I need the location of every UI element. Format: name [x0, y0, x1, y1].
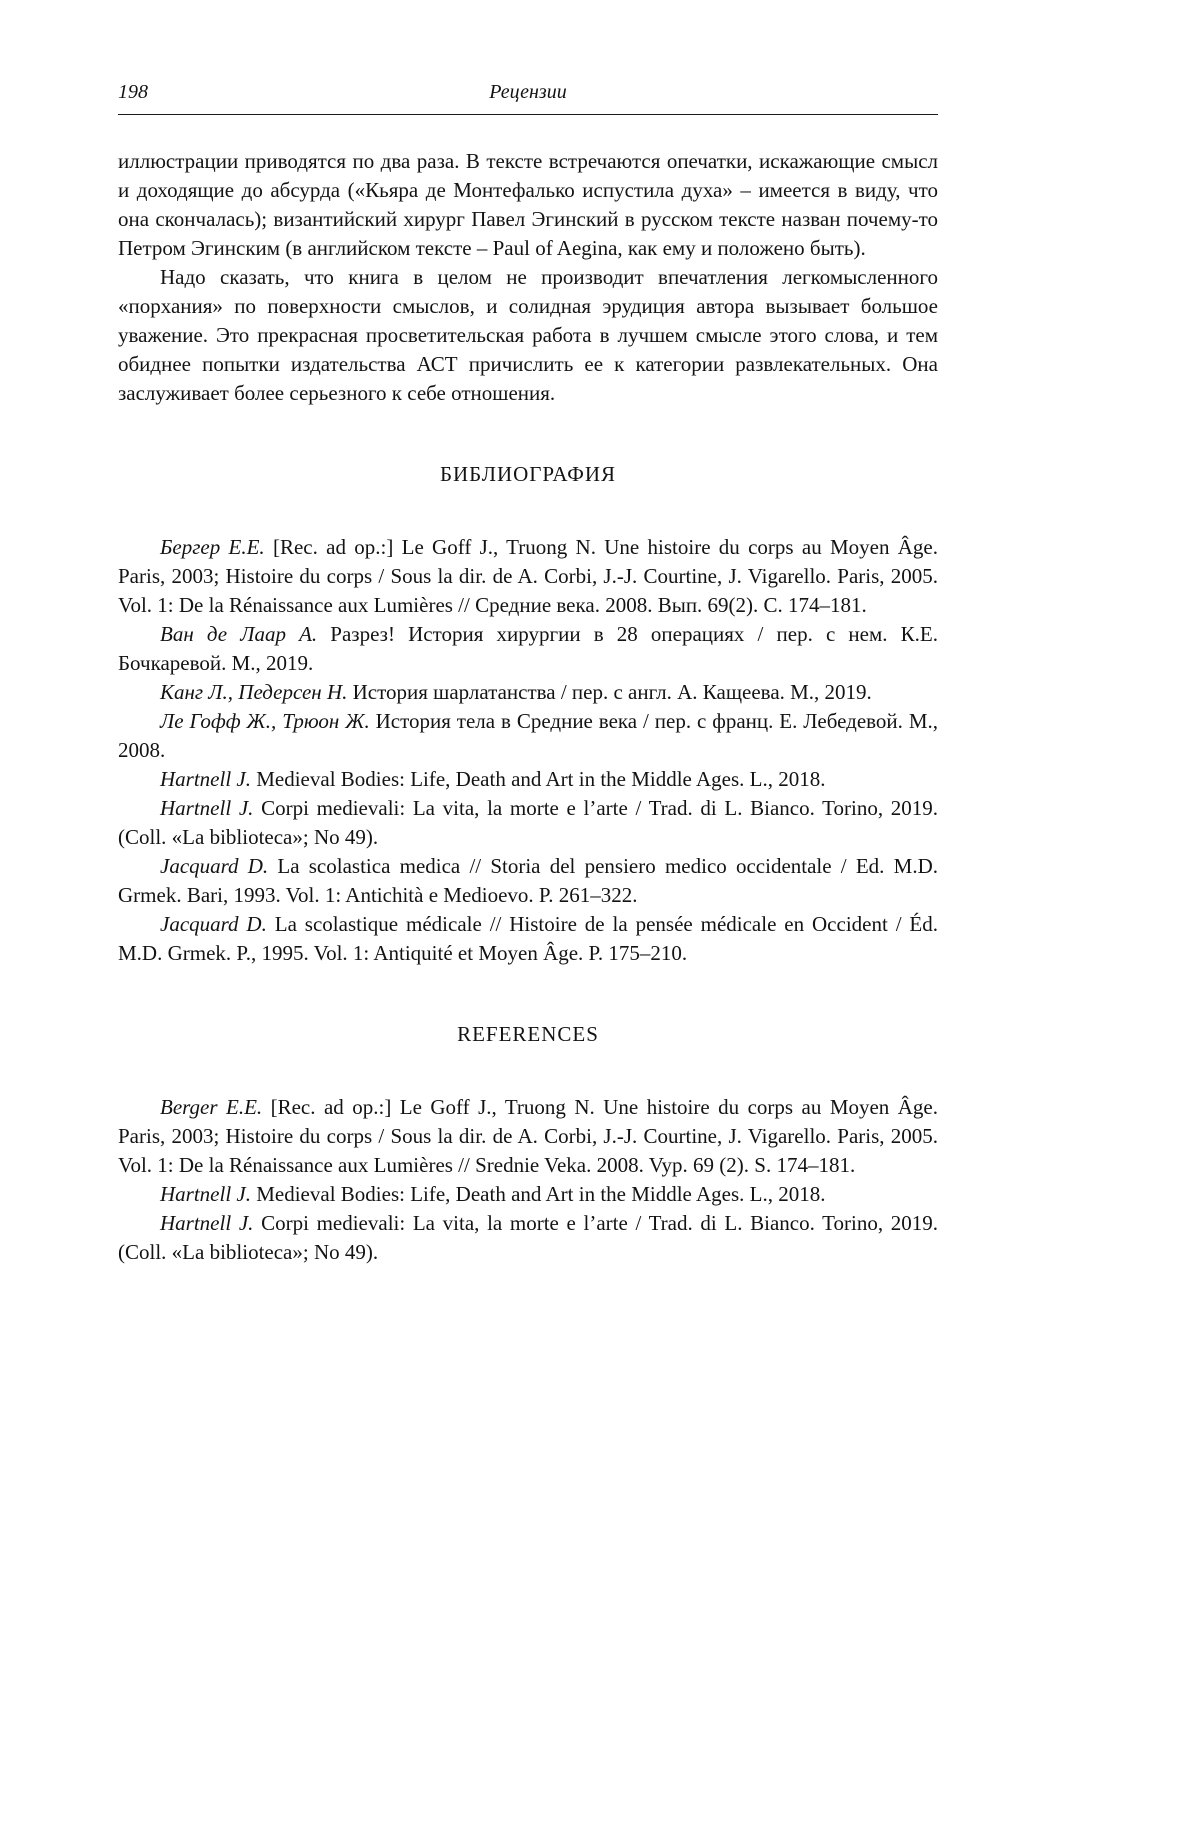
bibliography-entry	[118, 765, 938, 794]
entry-text: Corpi medievali: La vita, la morte e l’arte / Trad. di L. Bianco. Torino, 2019. (Coll. «La biblioteca»; No 49).	[118, 796, 938, 849]
bibliography-entry	[118, 620, 938, 678]
bibliography-entry	[118, 794, 938, 852]
body-paragraph: иллюстрации приводятся по два раза. В тексте встречаются опечатки, искажающие смысл и доходящие до абсурда («Кьяра де Монтефалько испустила духа» – имеется в виду, что она скончалась); византийский хирург Павел Эгинский в русском тексте назван почему-то Петром Эгинским (в английском тексте – Paul of Aegina, как ему и положено быть).	[118, 149, 938, 260]
body-paragraph: Надо сказать, что книга в целом не производит впечатления легкомысленного «порхания» по поверхности смыслов, и солидная эрудиция автора вызывает большое уважение. Это прекрасная просветительская работа в лучшем смысле этого слова, и тем обиднее попытки издательства АСТ причислить ее к категории развлекательных. Она заслуживает более серьезного к себе отношения.	[118, 265, 938, 405]
entry-text: История тела в Средние века / пер. с франц. Е. Лебедевой. М., 2008.	[118, 709, 939, 762]
page-header	[118, 80, 938, 104]
section-heading-bibliography: БИБЛИОГРАФИЯ	[439, 462, 617, 486]
entry-text: [Rec. ad op.:] Le Goff J., Truong N. Une histoire du corps au Moyen Âge. Paris, 2003; Histoire du corps / Sous la dir. de A. Corbi, J.-J. Courtine, J. Vigarello. Paris, 2005. Vol. 1: De la Rénaissance aux Lumières // Srednie Veka. 2008. Vyp. 69 (2). S. 174–181.	[118, 1095, 938, 1177]
page-number: 198	[118, 81, 148, 103]
bibliography-entry	[118, 852, 938, 910]
entry-author: Канг Л., Педерсен Н.	[160, 680, 348, 704]
entry-text: La scolastica medica // Storia del pensiero medico occidentale / Ed. M.D. Grmek. Bari, 1993. Vol. 1: Antichità e Medioevo. P. 261–322.	[118, 854, 938, 907]
entry-author: Бергер Е.Е.	[160, 535, 265, 559]
reference-entry	[118, 1180, 938, 1209]
reference-entry	[118, 1209, 938, 1267]
entry-text: [Rec. ad op.:] Le Goff J., Truong N. Une histoire du corps au Moyen Âge. Paris, 2003; Histoire du corps / Sous la dir. de A. Corbi, J.-J. Courtine, J. Vigarello. Paris, 2005. Vol. 1: De la Rénaissance aux Lumières // Средние века. 2008. Вып. 69(2). С. 174–181.	[118, 535, 938, 617]
entry-text: Medieval Bodies: Life, Death and Art in the Middle Ages. L., 2018.	[250, 767, 826, 791]
header-rule	[118, 114, 938, 115]
entry-author: Hartnell J.	[160, 796, 254, 820]
entry-author: Jacquard D.	[160, 912, 267, 936]
entry-author: Hartnell J.	[160, 767, 251, 791]
section-heading-references: REFERENCES	[457, 1022, 599, 1046]
entry-author: Ван де Лаар А.	[160, 622, 318, 646]
reference-entry	[118, 1093, 938, 1180]
entry-author: Hartnell J.	[160, 1211, 254, 1235]
bibliography-entry	[118, 707, 938, 765]
entry-author: Berger E.E.	[160, 1095, 263, 1119]
entry-author: Hartnell J.	[160, 1182, 251, 1206]
bibliography-entry	[118, 678, 938, 707]
entry-text: Medieval Bodies: Life, Death and Art in the Middle Ages. L., 2018.	[250, 1182, 826, 1206]
entry-author: Jacquard D.	[160, 854, 269, 878]
bibliography-entry	[118, 533, 938, 620]
entry-text: Разрез! История хирургии в 28 операциях / пер. с нем. К.Е. Бочкаревой. М., 2019.	[118, 622, 939, 675]
entry-text: La scolastique médicale // Histoire de la pensée médicale en Occident / Éd. M.D. Grmek. P., 1995. Vol. 1: Antiquité et Moyen Âge. P. 175–210.	[118, 912, 939, 965]
running-title: Рецензии	[489, 81, 567, 103]
entry-text: Corpi medievali: La vita, la morte e l’arte / Trad. di L. Bianco. Torino, 2019. (Coll. «La biblioteca»; No 49).	[118, 1211, 938, 1264]
entry-author: Ле Гофф Ж., Трюон Ж.	[160, 709, 370, 733]
entry-text: История шарлатанства / пер. с англ. А. Кащеева. М., 2019.	[347, 680, 872, 704]
bibliography-entry	[118, 910, 938, 968]
